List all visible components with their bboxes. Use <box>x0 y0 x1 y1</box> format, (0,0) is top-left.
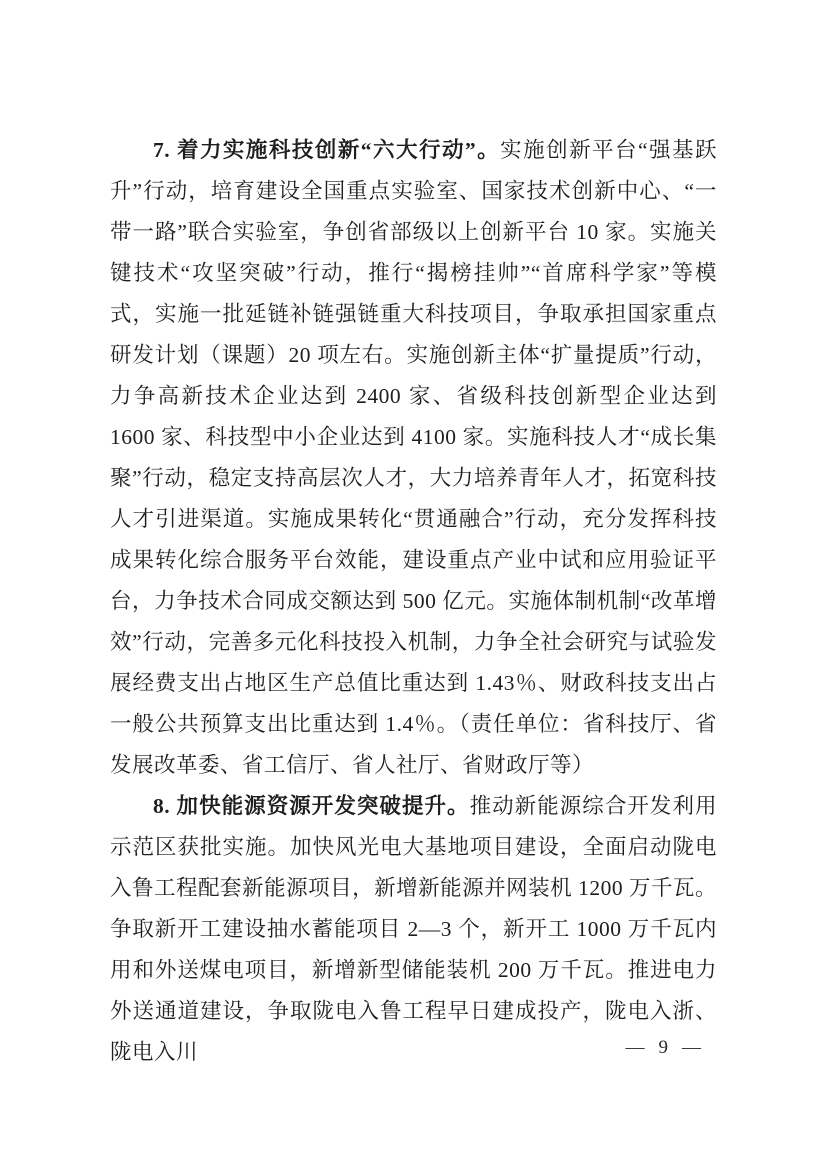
paragraph-7-body: 实施创新平台“强基跃升”行动，培育建设全国重点实验室、国家技术创新中心、“一带一路”联合实验室，争创省部级以上创新平台 10 家。实施关键技术“攻坚突破”行动，推行“揭榜挂帅”“首席科学家”等模式，实施一批延链补链强链重大科技项目，争取承担国家重点研发计划（课题）20 项左右。实施创新主体“扩量提质”行动，力争高新技术企业达到 2400 家、省级科技创新型企业达到 1600 家、科技型中小企业达到 4100 家。实施科技人才“成长集聚”行动，稳定支持高层次人才，大力培养青年人才，拓宽科技人才引进渠道。实施成果转化“贯通融合”行动，充分发挥科技成果转化综合服务平台效能，建设重点产业中试和应用验证平台，力争技术合同成交额达到 500 亿元。实施体制机制“改革增效”行动，完善多元化科技投入机制，力争全社会研究与试验发展经费支出占地区生产总值比重达到 1.43％、财政科技支出占一般公共预算支出比重达到 1.4％。（责任单位：省科技厅、省发展改革委、省工信厅、省人社厅、省财政厅等） <box>110 138 717 777</box>
page-number-left-dash: — <box>625 1037 645 1058</box>
paragraph-8-heading: 8. 加快能源资源开发突破提升。 <box>153 794 470 818</box>
paragraph-8-body: 推动新能源综合开发利用示范区获批实施。加快风光电大基地项目建设，全面启动陇电入鲁工程配套新能源项目，新增新能源并网装机 1200 万千瓦。争取新开工建设抽水蓄能项目 2—3 个，新开工 1000 万千瓦内用和外送煤电项目，新增新型储能装机 200 万千瓦。推进电力外送通道建设，争取陇电入鲁工程早日建成投产，陇电入浙、陇电入川 <box>110 794 717 1064</box>
paragraph-7 <box>110 130 717 786</box>
page-number-right-dash: — <box>682 1037 701 1058</box>
page-number-value: 9 <box>658 1037 668 1058</box>
paragraph-8 <box>110 786 717 1073</box>
page-number <box>626 1036 702 1060</box>
paragraph-7-heading: 7. 着力实施科技创新“六大行动”。 <box>153 138 501 162</box>
document-text-block <box>110 130 717 1073</box>
